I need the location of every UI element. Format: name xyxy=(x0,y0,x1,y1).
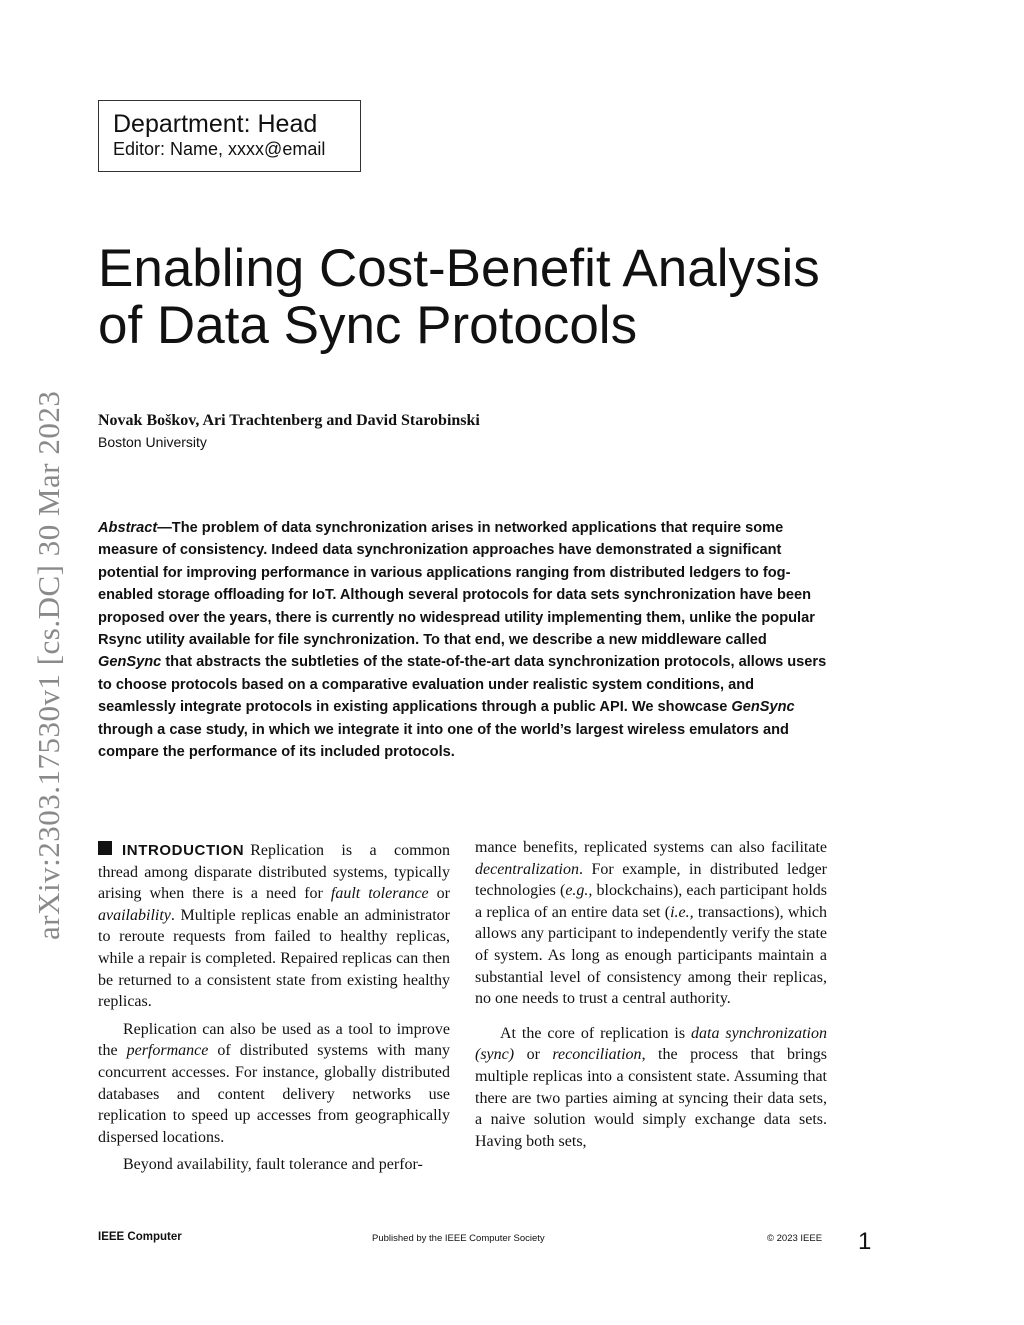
emphasis: reconciliation xyxy=(552,1046,642,1064)
footer-copyright: © 2023 IEEE xyxy=(767,1233,823,1244)
department-box xyxy=(98,100,361,172)
department-head: Department: Head xyxy=(113,110,318,138)
right-column xyxy=(475,837,827,1152)
text-run: , the process that brings multiple replicas into a consistent state. Assuming that there are two parties aiming at syncing their data sets, a naive solution would simply exchange data sets. Having both sets, xyxy=(475,1046,828,1150)
footer-publisher: Published by the IEEE Computer Society xyxy=(372,1233,545,1244)
text-run: or xyxy=(514,1046,553,1064)
text-run: transactions), which allows any participant to independently verify the state of system. As long as enough participants maintain a substantial level of consistency among their replicas, no one needs to trust a central authority. xyxy=(475,903,827,1008)
abstract-gensync-2: GenSync xyxy=(731,699,795,716)
emphasis: data synchronization (sync) xyxy=(475,1024,827,1064)
footer-journal: IEEE Computer xyxy=(98,1231,182,1243)
title-line-1: Enabling Cost-Benefit Analysis xyxy=(98,239,820,298)
emphasis: availability xyxy=(98,906,171,924)
intro-paragraph-3: Beyond availability, fault tolerance and perfor- xyxy=(123,1156,423,1174)
abstract-text-1: The problem of data synchronization arises in networked applications that require some measure of consistency. Indeed data synchronization approaches have demonstrated a significant potential for improving performance in various applications ranging from distributed ledgers to fog-enabled storage offloading for IoT. Although several protocols for data sets synchronization have been proposed over the years, there is currently no widespread utility implementing them, unlike the popular Rsync utility available for file synchronization. To that end, we describe a new middleware called xyxy=(98,520,815,649)
emphasis: fault tolerance xyxy=(330,885,429,903)
section-heading: INTRODUCTION xyxy=(122,842,245,859)
text-run: Replication is a common thread among disparate distributed systems, typically arising when there is a need for xyxy=(98,842,450,903)
intro-paragraph-1 xyxy=(98,840,450,1013)
text-run: At the core of replication is xyxy=(500,1024,691,1042)
left-column xyxy=(98,840,450,1176)
text-run: . For example, in distributed ledger technologies ( xyxy=(475,860,827,900)
text-run: of distributed systems with many concurrent accesses. For instance, globally distributed databases and content delivery networks use replication to speed up accesses from geographically dispersed locations. xyxy=(98,1042,450,1146)
section-marker-icon xyxy=(98,841,112,855)
emphasis: performance xyxy=(126,1042,209,1060)
page-number: 1 xyxy=(858,1228,872,1255)
arxiv-identifier: arXiv:2303.17530v1 [cs.DC] 30 Mar 2023 xyxy=(31,390,66,940)
right-paragraph-1 xyxy=(475,837,827,1010)
text-run: or xyxy=(428,885,451,903)
affiliation: Boston University xyxy=(98,434,207,450)
emphasis: i.e., xyxy=(670,903,694,921)
text-run: . Multiple replicas enable an administrator to reroute requests from failed to healthy replicas, while a repair is completed. Repaired replicas can then be returned to a consistent state from existing healthy replicas. xyxy=(98,906,450,1011)
title-line-2: of Data Sync Protocols xyxy=(98,296,638,355)
abstract-label: Abstract xyxy=(98,520,158,536)
abstract-gensync-1: GenSync xyxy=(98,654,162,671)
abstract-text-2: that abstracts the subtleties of the state-of-the-art data synchronization protocols, allows users to choose protocols based on a comparative evaluation under realistic system conditions, and seamlessly integrate protocols in existing applications through a public API. We showcase xyxy=(98,654,827,716)
text-run: Replication can also be used as a tool to improve the xyxy=(98,1020,450,1060)
abstract-dash: — xyxy=(157,520,172,536)
abstract xyxy=(98,517,828,763)
emphasis: e.g., xyxy=(565,882,593,900)
text-run: blockchains), each participant holds a replica of an entire data set ( xyxy=(475,882,827,921)
paper-title xyxy=(98,240,898,354)
right-paragraph-2 xyxy=(475,1023,827,1153)
department-editor: Editor: Name, xxxx@email xyxy=(113,139,326,159)
text-run: mance benefits, replicated systems can also facilitate xyxy=(475,839,827,856)
intro-paragraph-2 xyxy=(98,1019,450,1149)
abstract-text-3: through a case study, in which we integrate it into one of the world’s largest wireless emulators and compare the performance of its included protocols. xyxy=(98,721,789,761)
emphasis: decentralization xyxy=(475,860,579,878)
authors: Novak Boškov, Ari Trachtenberg and David Starobinski xyxy=(98,412,480,429)
